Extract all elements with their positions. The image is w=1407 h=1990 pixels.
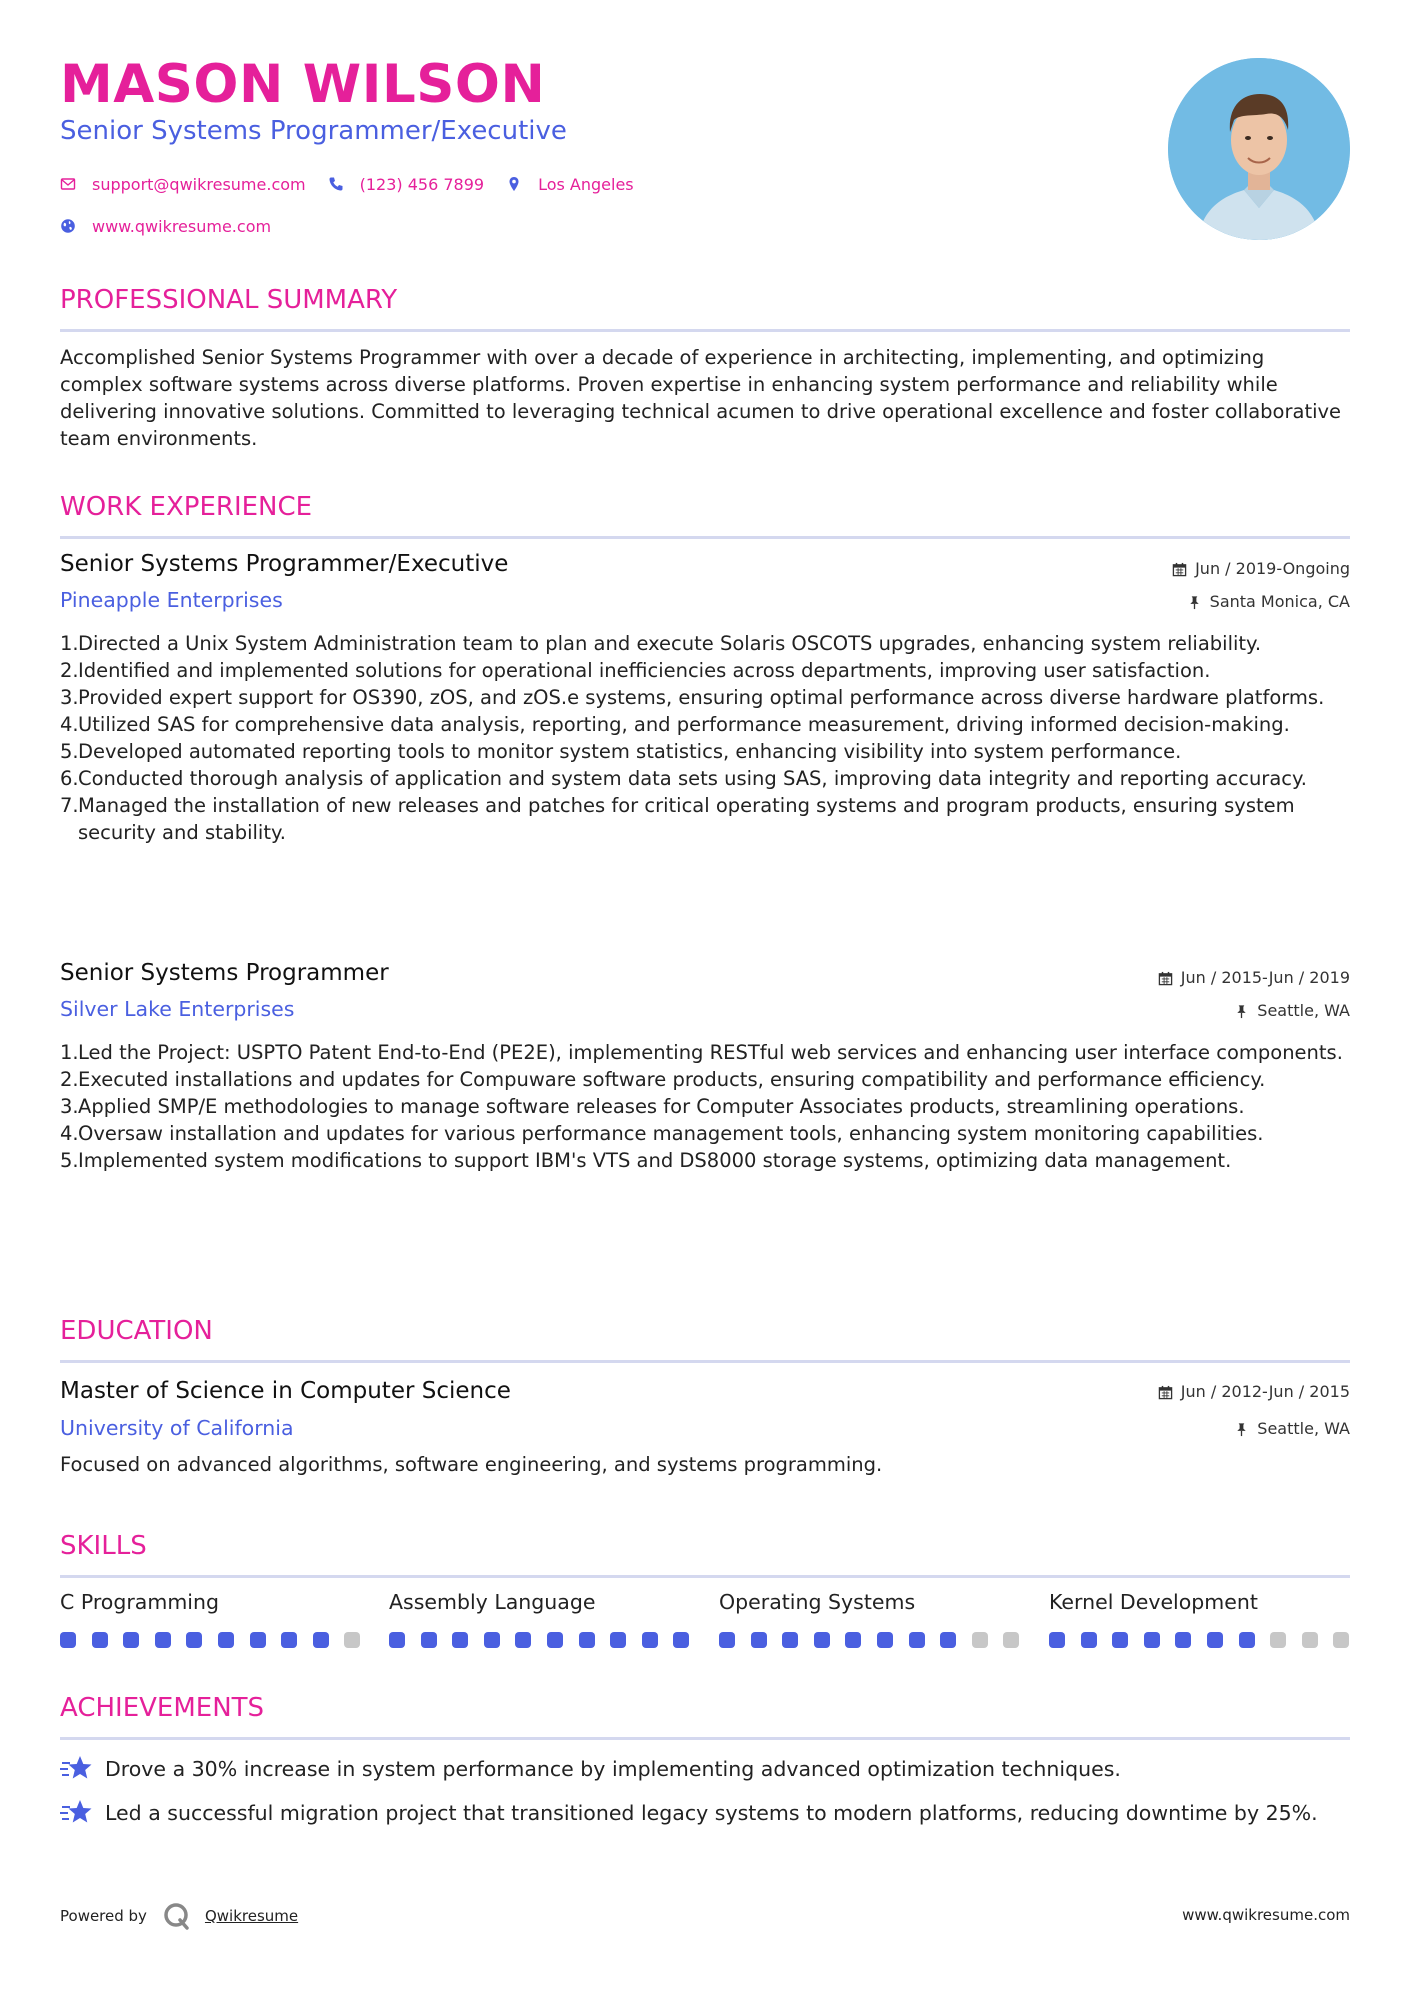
skill-dot-filled: [313, 1632, 329, 1648]
job-dates: [1158, 970, 1350, 986]
skill-dot-filled: [642, 1632, 658, 1648]
skill-dot-filled: [673, 1632, 689, 1648]
job-dates-text: Jun / 2019-Ongoing: [1195, 559, 1350, 578]
location-text: Los Angeles: [538, 174, 634, 194]
skill-dot-filled: [940, 1632, 956, 1648]
list-item: 2. Identified and implemented solutions for operational inefficiencies across departments, improving user satisfaction.: [60, 659, 1211, 682]
job-dates: [1172, 561, 1350, 577]
job-responsibilities: [60, 1039, 1350, 1174]
skill-dot-empty: [1003, 1632, 1019, 1648]
skill-dot-filled: [610, 1632, 626, 1648]
calendar-icon: [1172, 562, 1187, 577]
section-divider: [60, 1575, 1350, 1578]
skill-dot-filled: [579, 1632, 595, 1648]
footer-url[interactable]: www.qwikresume.com: [1182, 1906, 1350, 1924]
contact-location: [506, 175, 634, 194]
company-name: Pineapple Enterprises: [60, 588, 283, 612]
skill-dot-empty: [344, 1632, 360, 1648]
skill-dot-filled: [1144, 1632, 1160, 1648]
qwikresume-link[interactable]: Qwikresume: [204, 1907, 299, 1925]
job-dates-text: Jun / 2015-Jun / 2019: [1180, 968, 1350, 987]
pushpin-icon: [1234, 1004, 1249, 1019]
company-name: Silver Lake Enterprises: [60, 997, 295, 1021]
skill-name: Operating Systems: [719, 1590, 916, 1614]
contact-email[interactable]: [60, 175, 306, 194]
globe-icon: [60, 218, 76, 234]
skill-dot-filled: [421, 1632, 437, 1648]
skill-item: [60, 1592, 360, 1613]
skill-dot-filled: [515, 1632, 531, 1648]
skill-dot-filled: [250, 1632, 266, 1648]
summary-heading-text: PROFESSIONAL SUMMARY: [60, 285, 398, 315]
skill-dot-empty: [1333, 1632, 1349, 1648]
education-location-text: Seattle, WA: [1257, 1419, 1350, 1438]
candidate-name: MASON WILSON: [60, 54, 546, 115]
skill-dot-filled: [1081, 1632, 1097, 1648]
skill-dot-filled: [845, 1632, 861, 1648]
skills-heading-text: SKILLS: [60, 1531, 147, 1561]
education-dates-text: Jun / 2012-Jun / 2015: [1180, 1382, 1350, 1401]
skill-dot-filled: [1175, 1632, 1191, 1648]
skill-dot-filled: [186, 1632, 202, 1648]
skill-dot-empty: [972, 1632, 988, 1648]
skill-dot-filled: [389, 1632, 405, 1648]
skill-dot-filled: [218, 1632, 234, 1648]
skill-dot-empty: [1270, 1632, 1286, 1648]
phone-icon: [328, 176, 344, 192]
job-location-text: Seattle, WA: [1257, 1001, 1350, 1020]
skill-dot-empty: [1302, 1632, 1318, 1648]
map-pin-icon: [506, 176, 522, 192]
profile-photo: [1168, 58, 1350, 240]
list-item: 5. Developed automated reporting tools to monitor system statistics, enhancing visibility into system performance.: [60, 740, 1182, 763]
job-responsibilities: [60, 630, 1350, 846]
star-award-icon: [60, 1754, 92, 1784]
list-item: 1. Directed a Unix System Administration team to plan and execute Solaris OSCOTS upgrades, enhancing system reliability.: [60, 632, 1262, 655]
list-item: 3. Provided expert support for OS390, zOS, and zOS.e systems, ensuring optimal performance across diverse hardware platforms.: [60, 686, 1325, 709]
skill-dot-filled: [1112, 1632, 1128, 1648]
achievements-heading-text: ACHIEVEMENTS: [60, 1693, 265, 1723]
job-title: Senior Systems Programmer: [60, 960, 389, 986]
skill-dot-filled: [484, 1632, 500, 1648]
achievements-heading: [60, 1695, 1350, 1721]
experience-heading: [60, 494, 1350, 520]
experience-heading-text: WORK EXPERIENCE: [60, 492, 313, 522]
skill-rating: [1049, 1632, 1349, 1650]
pushpin-icon: [1234, 1422, 1249, 1437]
skill-name: Assembly Language: [389, 1590, 596, 1614]
skill-item: [389, 1592, 689, 1613]
degree-title: Master of Science in Computer Science: [60, 1378, 511, 1404]
section-divider: [60, 1737, 1350, 1740]
website-text: www.qwikresume.com: [92, 216, 272, 236]
skills-heading: [60, 1533, 1350, 1559]
education-location: [1234, 1421, 1350, 1437]
education-heading-text: EDUCATION: [60, 1316, 213, 1346]
skill-name: Kernel Development: [1049, 1590, 1258, 1614]
list-item: 5. Implemented system modifications to support IBM's VTS and DS8000 storage systems, optimizing data management.: [60, 1149, 1232, 1172]
skill-name: C Programming: [60, 1590, 219, 1614]
profile-photo-illustration: [1168, 58, 1350, 240]
section-divider: [60, 1360, 1350, 1363]
star-award-icon: [60, 1798, 92, 1828]
list-item: 4. Utilized SAS for comprehensive data analysis, reporting, and performance measurement, driving informed decision-making.: [60, 713, 1290, 736]
list-item: 1. Led the Project: USPTO Patent End-to-End (PE2E), implementing RESTful web services and enhancing user interface components.: [60, 1041, 1343, 1064]
calendar-icon: [1158, 1385, 1173, 1400]
skill-dot-filled: [60, 1632, 76, 1648]
contact-website[interactable]: [60, 217, 271, 236]
skill-dot-filled: [782, 1632, 798, 1648]
summary-heading: [60, 287, 1350, 313]
list-item: 4. Oversaw installation and updates for various performance management tools, enhancing system monitoring capabilities.: [60, 1122, 1264, 1145]
phone-text: (123) 456 7899: [359, 174, 485, 194]
list-item: 3. Applied SMP/E methodologies to manage software releases for Computer Associates products, streamlining operations.: [60, 1095, 1245, 1118]
skill-dot-filled: [123, 1632, 139, 1648]
email-text: support@qwikresume.com: [92, 174, 306, 194]
skill-dot-filled: [877, 1632, 893, 1648]
website-row: [60, 214, 293, 238]
education-dates: [1158, 1384, 1350, 1400]
list-item: 2. Executed installations and updates for Compuware software products, ensuring compatibility and performance efficiency.: [60, 1068, 1266, 1091]
job-location: [1187, 594, 1350, 610]
achievement-item: [60, 1754, 1350, 1784]
section-divider: [60, 329, 1350, 332]
contact-row: [60, 172, 656, 196]
school-name: University of California: [60, 1416, 294, 1440]
powered-by-label: Powered by: [60, 1907, 147, 1925]
summary-text: Accomplished Senior Systems Programmer with over a decade of experience in architecting, implementing, and optimizing complex software systems across diverse platforms. Proven expertise in enhancing system performance and reliability while delivering innovative solutions. Committed to leveraging technical acumen to drive operational excellence and foster collaborative team environments.: [60, 346, 1342, 450]
footer-powered-by: [60, 1902, 298, 1930]
job-title: Senior Systems Programmer/Executive: [60, 551, 509, 577]
skill-dot-filled: [1049, 1632, 1065, 1648]
achievement-text: Drove a 30% increase in system performance by implementing advanced optimization techniques.: [105, 1756, 1121, 1781]
job-location: [1234, 1003, 1350, 1019]
skill-rating: [60, 1632, 360, 1650]
section-divider: [60, 536, 1350, 539]
job-location-text: Santa Monica, CA: [1209, 592, 1350, 611]
skill-dot-filled: [1239, 1632, 1255, 1648]
skill-dot-filled: [281, 1632, 297, 1648]
skill-dot-filled: [1207, 1632, 1223, 1648]
calendar-icon: [1158, 971, 1173, 986]
skill-dot-filled: [92, 1632, 108, 1648]
education-heading: [60, 1318, 1350, 1344]
skill-item: [1049, 1592, 1349, 1613]
skill-dot-filled: [814, 1632, 830, 1648]
skill-rating: [719, 1632, 1019, 1650]
skill-dot-filled: [452, 1632, 468, 1648]
achievement-item: [60, 1798, 1350, 1828]
list-item: 7. Managed the installation of new releases and patches for critical operating systems and program products, ensuring system security and stability.: [60, 794, 1295, 844]
candidate-title: Senior Systems Programmer/Executive: [60, 116, 567, 146]
achievement-text: Led a successful migration project that transitioned legacy systems to modern platforms, reducing downtime by 25%.: [105, 1800, 1318, 1825]
skill-dot-filled: [751, 1632, 767, 1648]
skill-dot-filled: [719, 1632, 735, 1648]
list-item: 6. Conducted thorough analysis of application and system data sets using SAS, improving data integrity and reporting accuracy.: [60, 767, 1307, 790]
qwikresume-logo-icon: [163, 1902, 191, 1930]
skill-item: [719, 1592, 1019, 1613]
pushpin-icon: [1187, 595, 1202, 610]
education-description: Focused on advanced algorithms, software engineering, and systems programming.: [60, 1453, 883, 1476]
skill-dot-filled: [547, 1632, 563, 1648]
skill-dot-filled: [909, 1632, 925, 1648]
envelope-icon: [60, 176, 76, 192]
skill-dot-filled: [155, 1632, 171, 1648]
skill-rating: [389, 1632, 689, 1650]
contact-phone[interactable]: [328, 175, 484, 194]
